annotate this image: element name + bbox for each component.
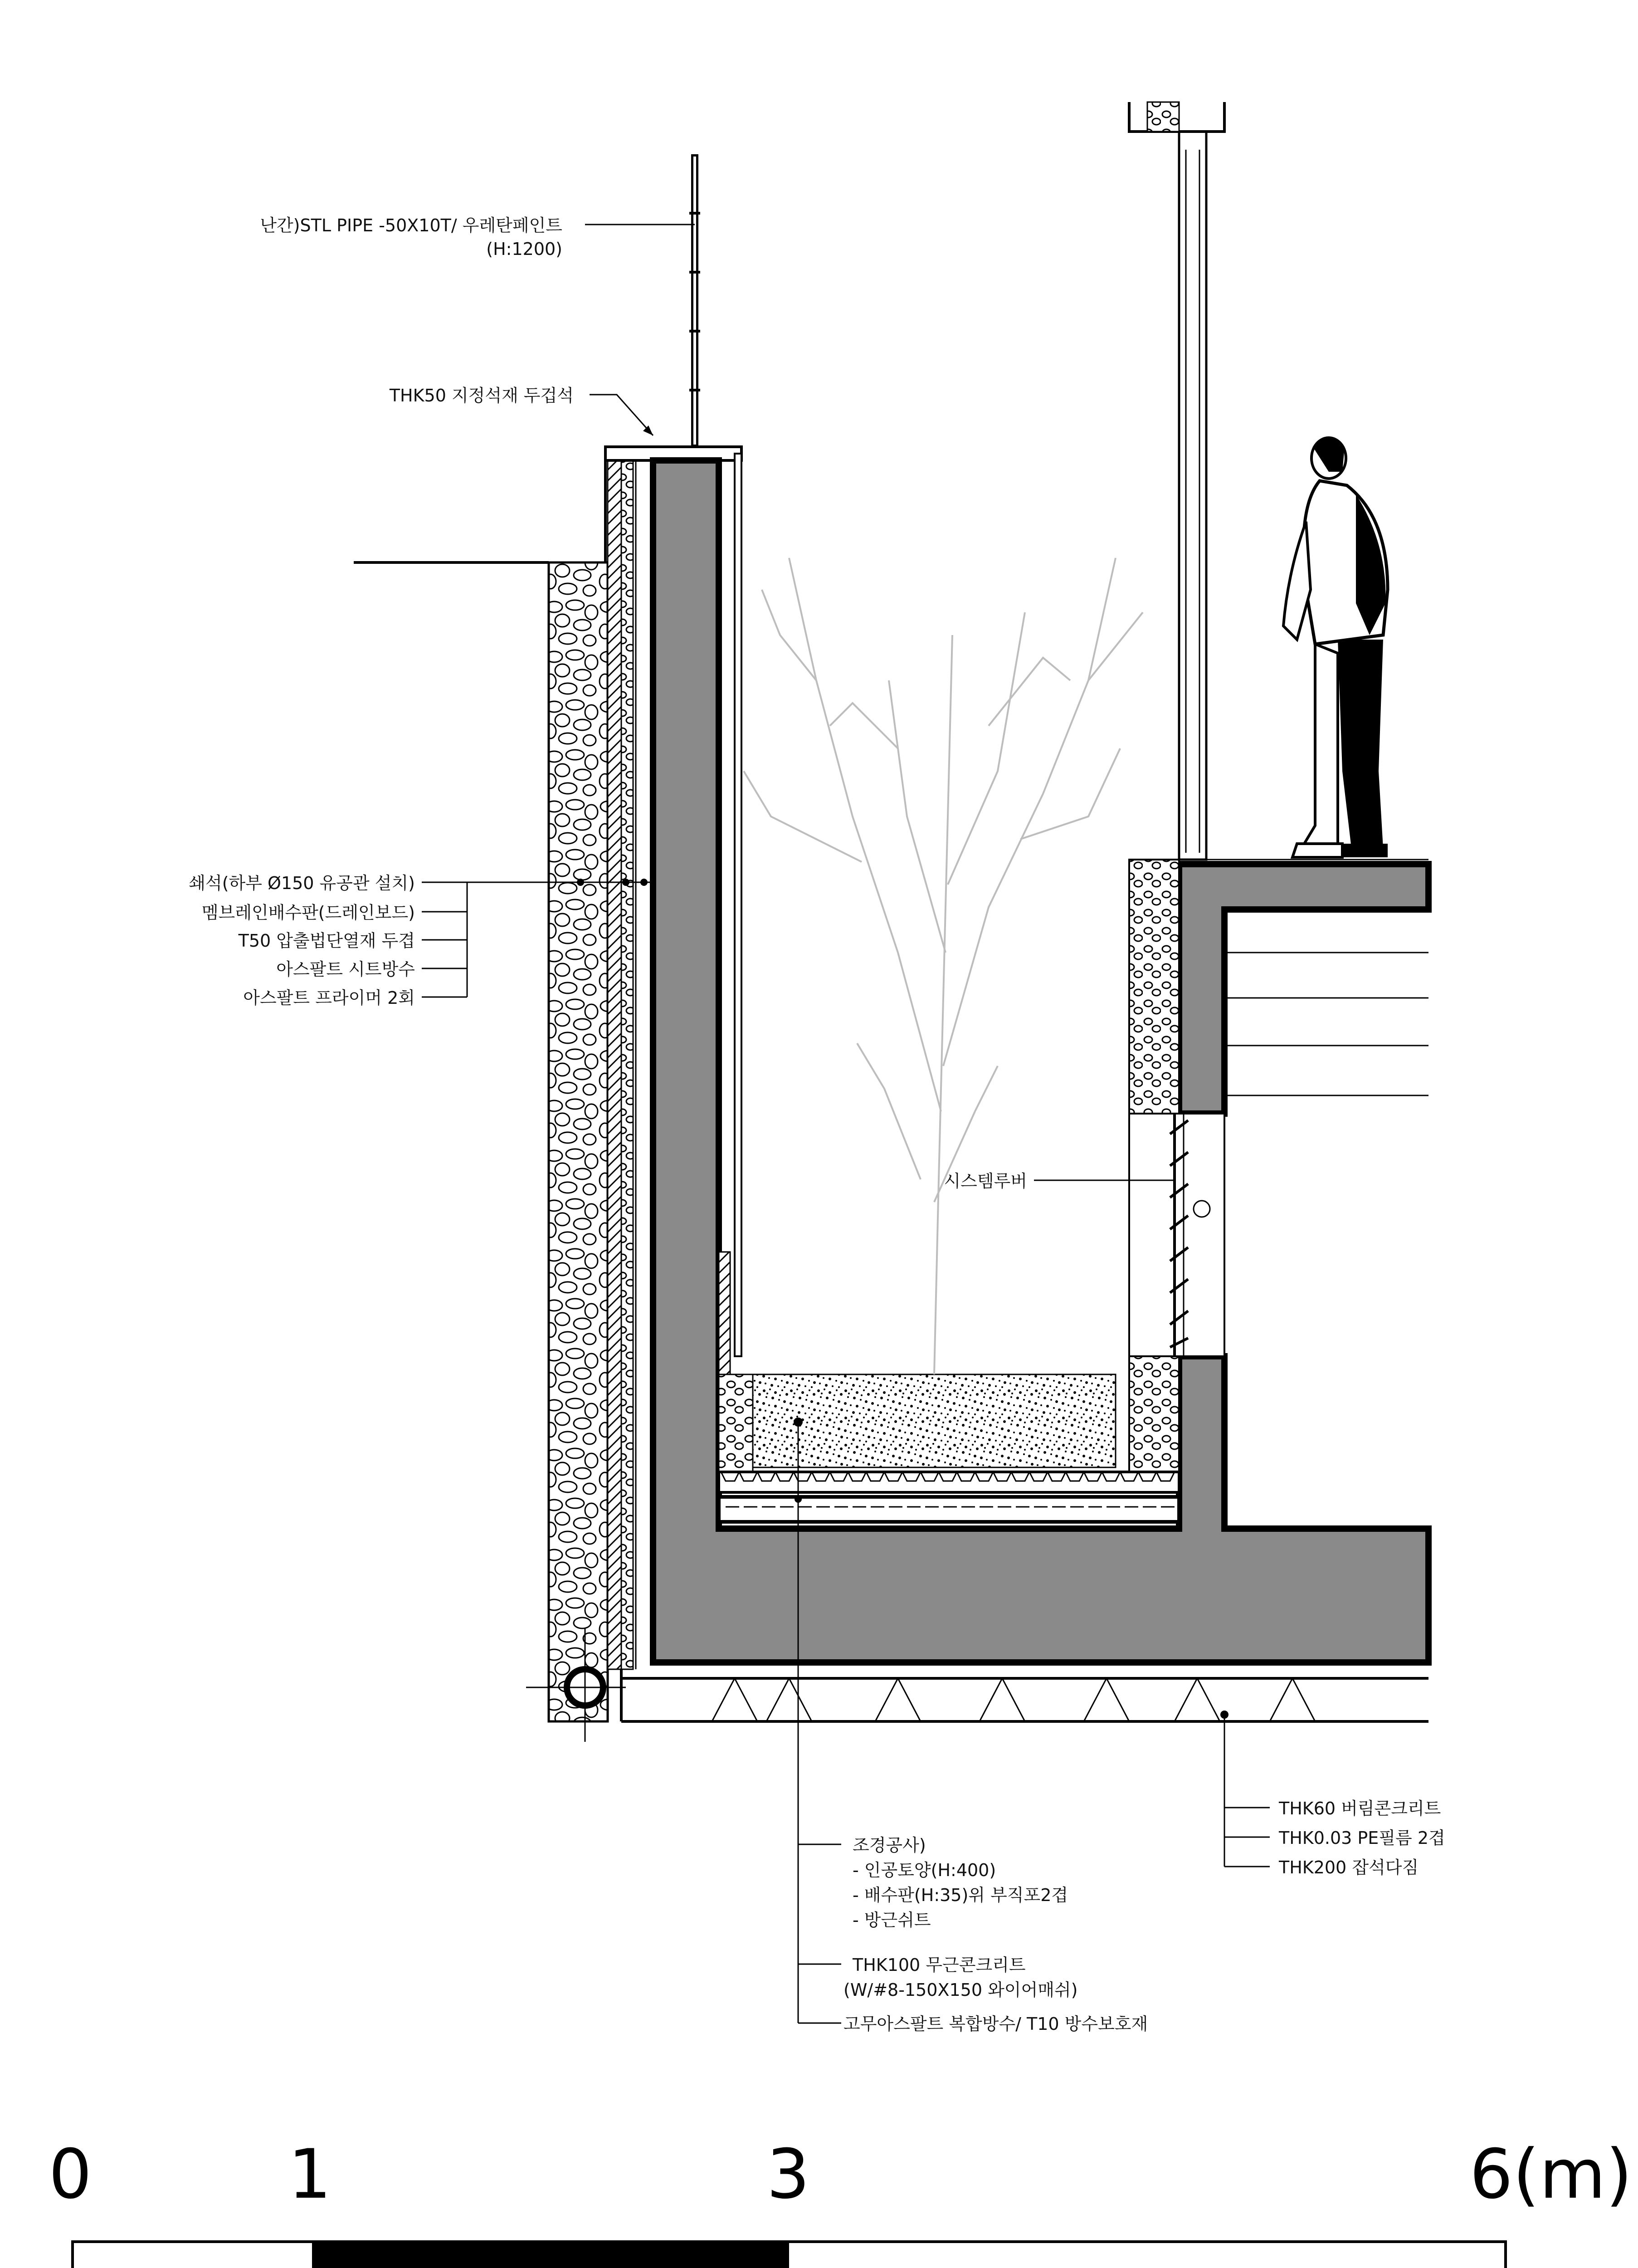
artificial-soil [753, 1374, 1116, 1467]
scale-label-0: 0 [49, 2135, 92, 2214]
label-waterproofing: 고무아스팔트 복합방수/ T10 방수보호재 [843, 2014, 1148, 2034]
label-wall-layer-5: 아스팔트 프라이머 2회 [243, 988, 415, 1008]
label-wall-layer-1: 쇄석(하부 Ø150 유공관 설치) [189, 873, 415, 893]
leader-dot [1220, 1711, 1228, 1719]
label-landscape-title: 조경공사) [853, 1835, 926, 1855]
upper-slab [1179, 864, 1428, 1114]
label-landscape-item-3: - 방근쉬트 [853, 1910, 931, 1930]
insulation-layer [621, 454, 633, 1669]
scale-label-6: 6(m) [1469, 2135, 1633, 2214]
label-slab-protection-line1: THK100 무근콘크리트 [853, 1955, 1026, 1975]
label-base-layer-1: THK60 버림콘크리트 [1279, 1799, 1441, 1818]
leader-dot [622, 879, 629, 886]
leader-dot [795, 1496, 802, 1503]
leader-coping [590, 395, 653, 435]
railing-pipe [689, 154, 700, 447]
label-base-layer-3: THK200 잡석다짐 [1279, 1857, 1419, 1877]
wall-inner-lining [735, 454, 741, 1356]
tree-drawing [744, 558, 1143, 1374]
leader-dot [794, 1418, 803, 1427]
planter-right-insulation [1129, 860, 1179, 1114]
label-louver: 시스템루버 [944, 1171, 1027, 1191]
label-landscape-item-2: - 배수판(H:35)위 부직포2겹 [853, 1885, 1068, 1905]
label-railing-line1: 난간)STL PIPE -50X10T/ 우레탄페인트 [260, 215, 562, 235]
label-slab-protection-line2: (W/#8-150X150 와이어매쉬) [843, 1980, 1078, 2000]
label-base-layer-2: THK0.03 PE필름 2겹 [1279, 1828, 1445, 1848]
leader-dot [577, 879, 584, 886]
drainage-cell-layer [719, 1472, 1179, 1492]
glass-wall-frame [1179, 132, 1206, 860]
scale-label-1: 1 [288, 2135, 332, 2214]
planter-left-insulation-lower [719, 1374, 753, 1476]
planter-right-insulation-lower [1129, 1356, 1179, 1479]
label-wall-layer-4: 아스팔트 시트방수 [276, 959, 415, 979]
leader-dot [640, 879, 648, 886]
planter-left-drainboard [719, 1252, 730, 1374]
person-figure [1283, 438, 1388, 857]
header-insulation [1147, 102, 1179, 132]
gravel-backfill [549, 562, 608, 1721]
label-railing-line2: (H:1200) [486, 239, 562, 259]
scale-segment-top-black [312, 2242, 789, 2268]
scale-bar [49, 2135, 1632, 2268]
protective-concrete [719, 1497, 1179, 1522]
label-landscape-item-1: - 인공토양(H:400) [853, 1860, 996, 1880]
leader-arrow [643, 425, 653, 435]
label-wall-layer-2: 멤브레인배수판(드레인보드) [201, 903, 415, 923]
label-coping: THK50 지정석재 두겁석 [389, 386, 574, 406]
drain-board-layer [608, 454, 621, 1669]
label-wall-layer-3: T50 압출법단열재 두겹 [238, 931, 415, 951]
scale-label-3: 3 [766, 2135, 810, 2214]
